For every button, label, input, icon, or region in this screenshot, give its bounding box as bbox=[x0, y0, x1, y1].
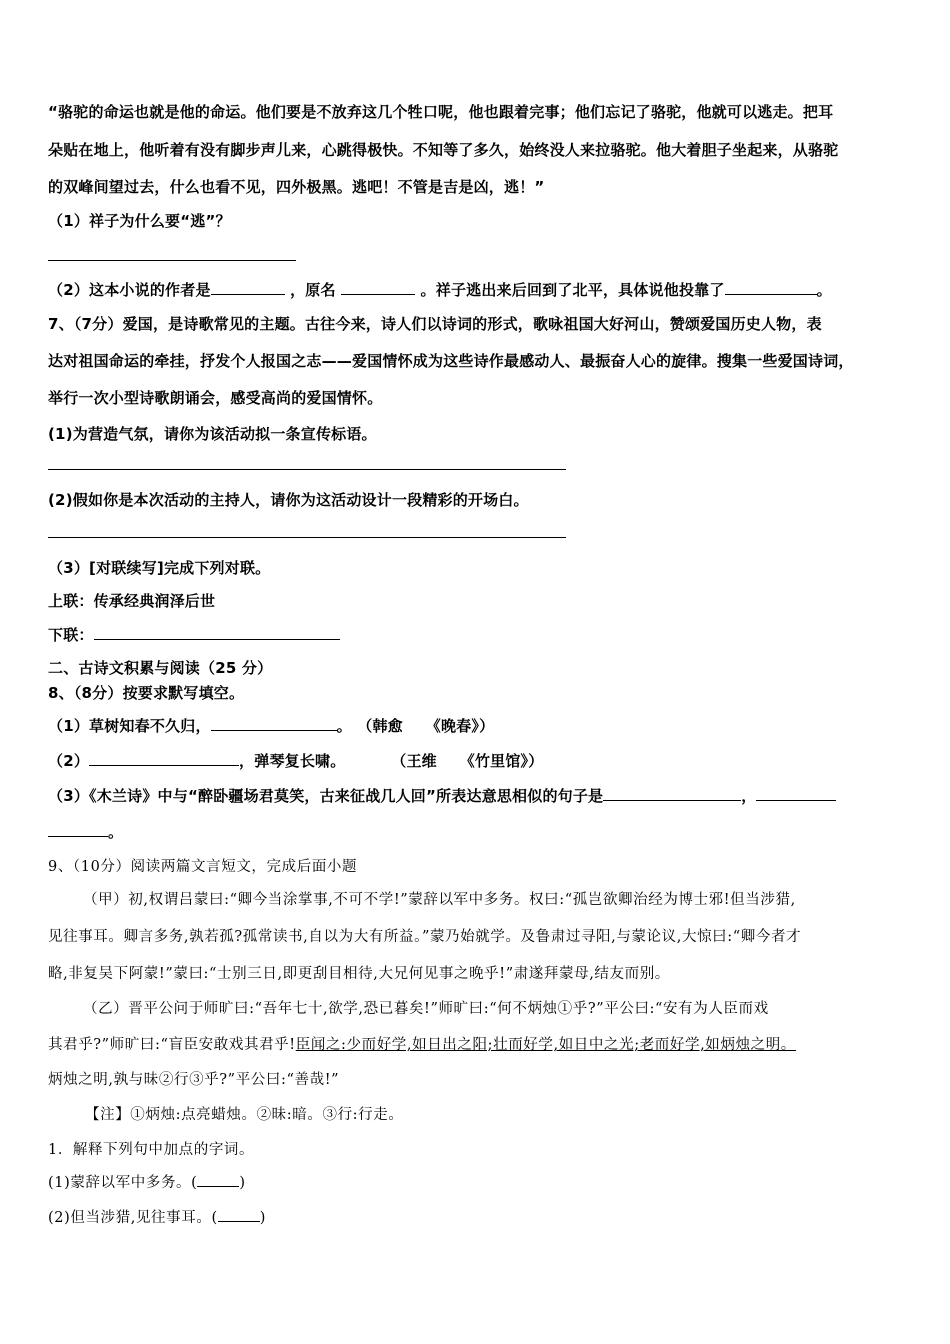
sub-question-1-2 bbox=[48, 1206, 266, 1227]
passage-yi-line-2 bbox=[48, 1033, 796, 1054]
q6-2-text-b: ，原名 bbox=[290, 281, 342, 299]
passage-jia-line-3: 略,非复吴下阿蒙!”蒙曰:“士别三日,即更刮目相待,大兄何见事之晚乎!”肃遂拜蒙母,结友而别。 bbox=[48, 966, 670, 982]
section-2-heading: 二、古诗文积累与阅读（25 分） bbox=[48, 659, 273, 677]
sub-1-1-text-a: (1)蒙辞以军中多务。( bbox=[48, 1175, 198, 1191]
q8-1-text-b: 。 （韩愈 《晚春》） bbox=[336, 717, 495, 735]
couplet-lower bbox=[48, 624, 340, 645]
question-8-3 bbox=[48, 785, 836, 806]
passage-line-3: 的双峰间望过去，什么也看不见，四外极黑。逃吧！不管是吉是凶，逃！” bbox=[48, 178, 545, 196]
rely-on-blank[interactable] bbox=[725, 293, 817, 295]
passage-line-1: “骆驼的命运也就是他的命运。他们要是不放弃这几个牲口呢，他也跟着完事；他们忘记了骆驼，他就可以逃走。把耳 bbox=[48, 103, 834, 121]
question-6-1: （1）祥子为什么要“逃”？ bbox=[48, 212, 231, 230]
q8-3-blank-1[interactable] bbox=[603, 799, 741, 801]
q8-1-blank[interactable] bbox=[211, 729, 337, 731]
q6-2-text-d: 。 bbox=[816, 281, 832, 299]
q8-3-text-a: （3）《木兰诗》中与“醉卧疆场君莫笑，古来征战几人回”所表达意思相似的句子是 bbox=[48, 787, 604, 805]
question-8: 8、（8分）按要求默写填空。 bbox=[48, 684, 245, 702]
notes: 【注】①炳烛:点亮蜡烛。②昧:暗。③行:行走。 bbox=[85, 1107, 404, 1123]
yi-line-2-text-a: 其君乎?”师旷曰:“盲臣安敢戏其君乎! bbox=[48, 1037, 296, 1053]
question-8-3-cont bbox=[48, 821, 123, 842]
sub-1-1-text-b: ) bbox=[239, 1175, 246, 1191]
passage-yi-line-1: （乙）晋平公问于师旷曰:“吾年七十,欲学,恐已暮矣!”师旷曰:“何不炳烛①乎?”平公曰:“安有为人臣而戏 bbox=[83, 1001, 769, 1017]
answer-line-7-2[interactable] bbox=[48, 537, 566, 538]
q8-3-blank-2b[interactable] bbox=[48, 835, 108, 837]
original-name-blank[interactable] bbox=[341, 293, 415, 295]
answer-line-7-1[interactable] bbox=[48, 469, 566, 470]
passage-yi-line-3: 炳烛之明,孰与昧②行③乎?”平公曰:“善哉!” bbox=[48, 1072, 340, 1088]
question-7-3: （3）[对联续写]完成下列对联。 bbox=[48, 559, 271, 577]
question-6-2 bbox=[48, 279, 832, 300]
q8-2-blank[interactable] bbox=[89, 764, 239, 766]
q8-2-text-b: ，弹琴复长啸。 （王维 《竹里馆》） bbox=[239, 752, 544, 770]
question-8-1 bbox=[48, 715, 494, 736]
question-7-line-1: 7、（7分）爱国，是诗歌常见的主题。古往今来，诗人们以诗词的形式，歌咏祖国大好河山，赞颂爱国历史人物，表 bbox=[48, 315, 822, 333]
couplet-lower-blank[interactable] bbox=[94, 638, 340, 640]
couplet-upper: 上联：传承经典润泽后世 bbox=[48, 592, 216, 610]
question-8-2 bbox=[48, 750, 543, 771]
author-blank[interactable] bbox=[211, 293, 285, 295]
q8-3-text-c: 。 bbox=[108, 823, 124, 841]
question-7-2: (2)假如你是本次活动的主持人，请你为这活动设计一段精彩的开场白。 bbox=[48, 491, 529, 509]
passage-line-2: 朵贴在地上，他听着有没有脚步声儿来，心跳得极快。不知等了多久，始终没人来拉骆驼。他大着胆子坐起来，从骆驼 bbox=[48, 141, 839, 159]
q6-2-text-c: 。祥子逃出来后回到了北平，具体说他投靠了 bbox=[420, 281, 725, 299]
passage-jia-line-1: （甲）初,权谓吕蒙曰:“卿今当涂掌事,不可不学!”蒙辞以军中多务。权曰:“孤岂欲卿治经为博士邪!但当涉猎, bbox=[83, 892, 796, 908]
sub-question-1-1 bbox=[48, 1171, 246, 1192]
sub-question-1: 1．解释下列句中加点的字词。 bbox=[48, 1142, 255, 1158]
passage-jia-line-2: 见往事耳。卿言多务,孰若孤?孤常读书,自以为大有所益。”蒙乃始就学。及鲁肃过寻阳,与蒙论议,大惊曰:“卿今者才 bbox=[48, 929, 802, 945]
q8-3-text-b: ， bbox=[741, 787, 757, 805]
sub-1-2-text-b: ) bbox=[259, 1210, 266, 1226]
sub-1-2-text-a: (2)但当涉猎,见往事耳。( bbox=[48, 1210, 218, 1226]
sub-1-2-blank[interactable] bbox=[218, 1220, 260, 1222]
question-7-line-3: 举行一次小型诗歌朗诵会，感受高尚的爱国情怀。 bbox=[48, 389, 383, 407]
question-7-line-2: 达对祖国命运的牵挂，抒发个人报国之志——爱国情怀成为这些诗作最感动人、最振奋人心的旋律。搜集一些爱国诗词， bbox=[48, 352, 854, 370]
answer-line-6-1[interactable] bbox=[48, 260, 296, 261]
question-9: 9、（10分）阅读两篇文言短文，完成后面小题 bbox=[48, 859, 358, 875]
couplet-lower-label: 下联： bbox=[48, 626, 94, 644]
yi-underlined-sentence: 臣闻之:少而好学,如日出之阳;壮而好学,如日中之光;老而好学,如炳烛之明。 bbox=[295, 1037, 796, 1053]
q6-2-text-a: （2）这本小说的作者是 bbox=[48, 281, 211, 299]
q8-1-text-a: （1）草树知春不久归， bbox=[48, 717, 211, 735]
q8-3-blank-2a[interactable] bbox=[756, 799, 836, 801]
sub-1-1-blank[interactable] bbox=[197, 1185, 239, 1187]
q8-2-text-a: （2） bbox=[48, 752, 90, 770]
question-7-1: (1)为营造气氛，请你为该活动拟一条宣传标语。 bbox=[48, 425, 377, 443]
